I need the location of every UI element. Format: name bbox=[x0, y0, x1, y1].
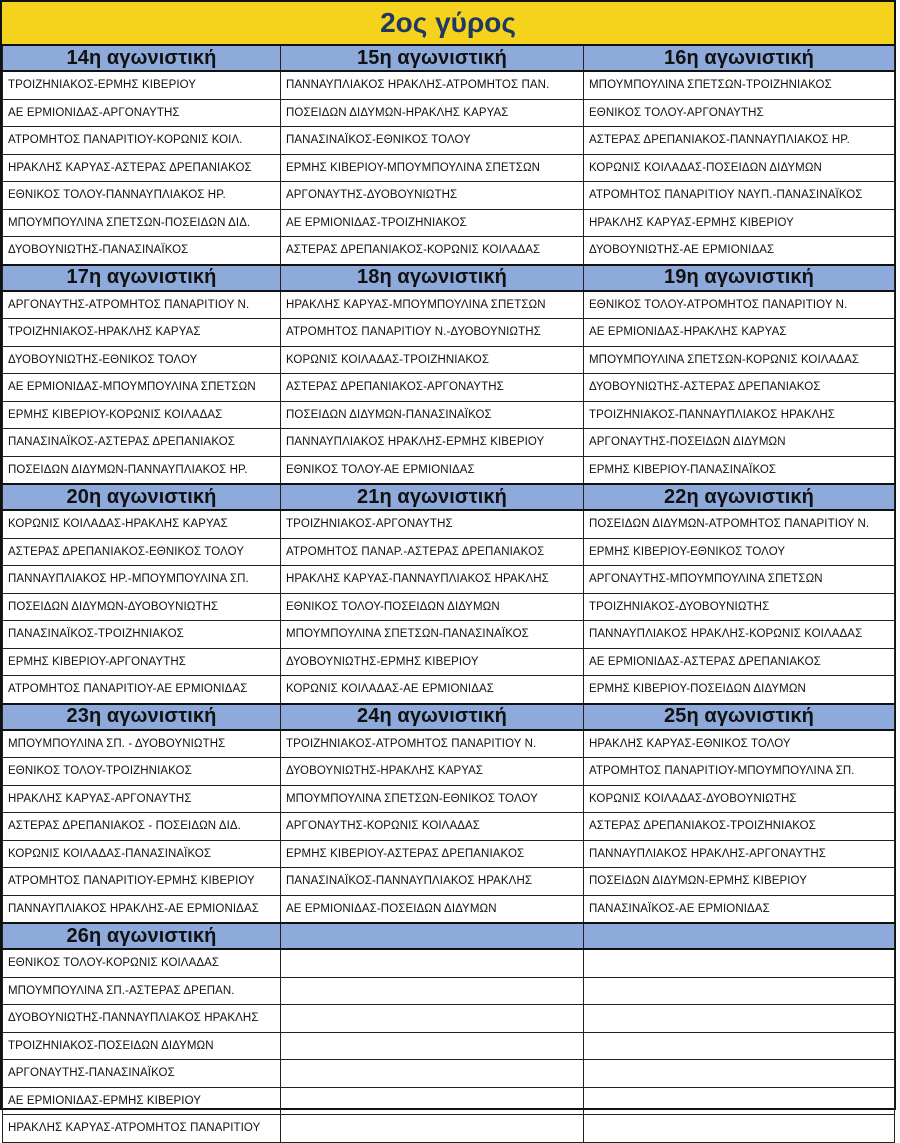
match-cell: ΑΣΤΕΡΑΣ ΔΡΕΠΑΝΙΑΚΟΣ-ΤΡΟΙΖΗΝΙΑΚΟΣ bbox=[584, 813, 895, 841]
match-cell: ΠΑΝΑΣΙΝΑΪΚΟΣ-ΑΣΤΕΡΑΣ ΔΡΕΠΑΝΙΑΚΟΣ bbox=[3, 429, 281, 457]
match-cell: ΕΘΝΙΚΟΣ ΤΟΛΟΥ-ΤΡΟΙΖΗΝΙΑΚΟΣ bbox=[3, 758, 281, 786]
match-cell: ΑΡΓΟΝΑΥΤΗΣ-ΚΟΡΩΝΙΣ ΚΟΙΛΑΔΑΣ bbox=[281, 813, 584, 841]
match-cell: ΔΥΟΒΟΥΝΙΩΤΗΣ-ΠΑΝΝΑΥΠΛΙΑΚΟΣ ΗΡΑΚΛΗΣ bbox=[3, 1005, 281, 1033]
round-header-row bbox=[3, 704, 895, 730]
table-row bbox=[3, 1060, 895, 1088]
match-cell bbox=[584, 1032, 895, 1060]
match-cell: ΑΡΓΟΝΑΥΤΗΣ-ΔΥΟΒΟΥΝΙΩΤΗΣ bbox=[281, 182, 584, 210]
round-header: 23η αγωνιστική bbox=[3, 704, 281, 730]
match-cell: ΤΡΟΙΖΗΝΙΑΚΟΣ-ΕΡΜΗΣ ΚΙΒΕΡΙΟΥ bbox=[3, 71, 281, 99]
match-cell: ΕΡΜΗΣ ΚΙΒΕΡΙΟΥ-ΠΟΣΕΙΔΩΝ ΔΙΔΥΜΩΝ bbox=[584, 676, 895, 704]
match-cell: ΑΣΤΕΡΑΣ ΔΡΕΠΑΝΙΑΚΟΣ-ΕΘΝΙΚΟΣ ΤΟΛΟΥ bbox=[3, 538, 281, 566]
match-cell: ΑΤΡΟΜΗΤΟΣ ΠΑΝΑΡΙΤΙΟΥ-ΕΡΜΗΣ ΚΙΒΕΡΙΟΥ bbox=[3, 868, 281, 896]
match-cell: ΑΣΤΕΡΑΣ ΔΡΕΠΑΝΙΑΚΟΣ-ΚΟΡΩΝΙΣ ΚΟΙΛΑΔΑΣ bbox=[281, 237, 584, 265]
table-row bbox=[3, 154, 895, 182]
table-row bbox=[3, 1115, 895, 1143]
match-cell: ΤΡΟΙΖΗΝΙΑΚΟΣ-ΗΡΑΚΛΗΣ ΚΑΡΥΑΣ bbox=[3, 319, 281, 347]
table-row bbox=[3, 456, 895, 484]
table-row bbox=[3, 593, 895, 621]
match-cell: ΑΤΡΟΜΗΤΟΣ ΠΑΝΑΡΙΤΙΟΥ Ν.-ΔΥΟΒΟΥΝΙΩΤΗΣ bbox=[281, 319, 584, 347]
match-cell: ΕΡΜΗΣ ΚΙΒΕΡΙΟΥ-ΕΘΝΙΚΟΣ ΤΟΛΟΥ bbox=[584, 538, 895, 566]
match-cell: ΗΡΑΚΛΗΣ ΚΑΡΥΑΣ-ΕΡΜΗΣ ΚΙΒΕΡΙΟΥ bbox=[584, 209, 895, 237]
match-cell: ΠΑΝΑΣΙΝΑΪΚΟΣ-ΤΡΟΙΖΗΝΙΑΚΟΣ bbox=[3, 621, 281, 649]
match-cell: ΕΘΝΙΚΟΣ ΤΟΛΟΥ-ΠΟΣΕΙΔΩΝ ΔΙΔΥΜΩΝ bbox=[281, 593, 584, 621]
match-cell: ΕΘΝΙΚΟΣ ΤΟΛΟΥ-ΑΡΓΟΝΑΥΤΗΣ bbox=[584, 99, 895, 127]
table-row bbox=[3, 319, 895, 347]
match-cell: ΗΡΑΚΛΗΣ ΚΑΡΥΑΣ-ΑΤΡΟΜΗΤΟΣ ΠΑΝΑΡΙΤΙΟΥ bbox=[3, 1115, 281, 1143]
table-row bbox=[3, 676, 895, 704]
match-cell: ΑΤΡΟΜΗΤΟΣ ΠΑΝΑΡΙΤΙΟΥ-ΑΕ ΕΡΜΙΟΝΙΔΑΣ bbox=[3, 676, 281, 704]
table-row bbox=[3, 237, 895, 265]
match-cell bbox=[281, 1060, 584, 1088]
table-row bbox=[3, 346, 895, 374]
match-cell bbox=[281, 1115, 584, 1143]
match-cell: ΑΡΓΟΝΑΥΤΗΣ-ΠΟΣΕΙΔΩΝ ΔΙΔΥΜΩΝ bbox=[584, 429, 895, 457]
match-cell: ΑΣΤΕΡΑΣ ΔΡΕΠΑΝΙΑΚΟΣ-ΑΡΓΟΝΑΥΤΗΣ bbox=[281, 374, 584, 402]
match-cell bbox=[584, 949, 895, 977]
table-row bbox=[3, 648, 895, 676]
match-cell: ΔΥΟΒΟΥΝΙΩΤΗΣ-ΑΕ ΕΡΜΙΟΝΙΔΑΣ bbox=[584, 237, 895, 265]
match-cell: ΤΡΟΙΖΗΝΙΑΚΟΣ-ΑΡΓΟΝΑΥΤΗΣ bbox=[281, 510, 584, 538]
table-row bbox=[3, 1032, 895, 1060]
match-cell bbox=[281, 949, 584, 977]
match-cell: ΑΤΡΟΜΗΤΟΣ ΠΑΝΑΡΙΤΙΟΥ ΝΑΥΠ.-ΠΑΝΑΣΙΝΑΪΚΟΣ bbox=[584, 182, 895, 210]
match-cell: ΚΟΡΩΝΙΣ ΚΟΙΛΑΔΑΣ-ΔΥΟΒΟΥΝΙΩΤΗΣ bbox=[584, 785, 895, 813]
round-header: 20η αγωνιστική bbox=[3, 484, 281, 510]
match-cell: ΜΠΟΥΜΠΟΥΛΙΝΑ ΣΠΕΤΣΩΝ-ΚΟΡΩΝΙΣ ΚΟΙΛΑΔΑΣ bbox=[584, 346, 895, 374]
match-cell bbox=[584, 1087, 895, 1115]
match-cell: ΕΘΝΙΚΟΣ ΤΟΛΟΥ-ΠΑΝΝΑΥΠΛΙΑΚΟΣ ΗΡ. bbox=[3, 182, 281, 210]
match-cell: ΔΥΟΒΟΥΝΙΩΤΗΣ-ΕΡΜΗΣ ΚΙΒΕΡΙΟΥ bbox=[281, 648, 584, 676]
round-header bbox=[584, 923, 895, 949]
round-header: 15η αγωνιστική bbox=[281, 46, 584, 71]
match-cell: ΕΡΜΗΣ ΚΙΒΕΡΙΟΥ-ΚΟΡΩΝΙΣ ΚΟΙΛΑΔΑΣ bbox=[3, 401, 281, 429]
match-cell: ΠΑΝΝΑΥΠΛΙΑΚΟΣ ΗΡΑΚΛΗΣ-ΑΤΡΟΜΗΤΟΣ ΠΑΝ. bbox=[281, 71, 584, 99]
match-cell bbox=[281, 1087, 584, 1115]
table-row bbox=[3, 758, 895, 786]
match-cell: ΕΘΝΙΚΟΣ ΤΟΛΟΥ-ΑΤΡΟΜΗΤΟΣ ΠΑΝΑΡΙΤΙΟΥ Ν. bbox=[584, 291, 895, 319]
match-cell: ΑΕ ΕΡΜΙΟΝΙΔΑΣ-ΑΡΓΟΝΑΥΤΗΣ bbox=[3, 99, 281, 127]
table-row bbox=[3, 209, 895, 237]
match-cell: ΚΟΡΩΝΙΣ ΚΟΙΛΑΔΑΣ-ΗΡΑΚΛΗΣ ΚΑΡΥΑΣ bbox=[3, 510, 281, 538]
table-row bbox=[3, 949, 895, 977]
match-cell: ΠΑΝΝΑΥΠΛΙΑΚΟΣ ΗΡΑΚΛΗΣ-ΕΡΜΗΣ ΚΙΒΕΡΙΟΥ bbox=[281, 429, 584, 457]
match-cell: ΕΡΜΗΣ ΚΙΒΕΡΙΟΥ-ΑΣΤΕΡΑΣ ΔΡΕΠΑΝΙΑΚΟΣ bbox=[281, 840, 584, 868]
match-cell bbox=[584, 1115, 895, 1143]
table-row bbox=[3, 401, 895, 429]
match-cell: ΑΕ ΕΡΜΙΟΝΙΔΑΣ-ΕΡΜΗΣ ΚΙΒΕΡΙΟΥ bbox=[3, 1087, 281, 1115]
match-cell: ΜΠΟΥΜΠΟΥΛΙΝΑ ΣΠ. - ΔΥΟΒΟΥΝΙΩΤΗΣ bbox=[3, 730, 281, 758]
match-cell: ΕΡΜΗΣ ΚΙΒΕΡΙΟΥ-ΜΠΟΥΜΠΟΥΛΙΝΑ ΣΠΕΤΣΩΝ bbox=[281, 154, 584, 182]
match-cell: ΤΡΟΙΖΗΝΙΑΚΟΣ-ΔΥΟΒΟΥΝΙΩΤΗΣ bbox=[584, 593, 895, 621]
match-cell: ΗΡΑΚΛΗΣ ΚΑΡΥΑΣ-ΕΘΝΙΚΟΣ ΤΟΛΟΥ bbox=[584, 730, 895, 758]
match-cell: ΠΟΣΕΙΔΩΝ ΔΙΔΥΜΩΝ-ΗΡΑΚΛΗΣ ΚΑΡΥΑΣ bbox=[281, 99, 584, 127]
match-cell: ΤΡΟΙΖΗΝΙΑΚΟΣ-ΠΟΣΕΙΔΩΝ ΔΙΔΥΜΩΝ bbox=[3, 1032, 281, 1060]
match-cell bbox=[584, 977, 895, 1005]
match-cell: ΑΤΡΟΜΗΤΟΣ ΠΑΝΑΡ.-ΑΣΤΕΡΑΣ ΔΡΕΠΑΝΙΑΚΟΣ bbox=[281, 538, 584, 566]
match-cell: ΗΡΑΚΛΗΣ ΚΑΡΥΑΣ-ΠΑΝΝΑΥΠΛΙΑΚΟΣ ΗΡΑΚΛΗΣ bbox=[281, 566, 584, 594]
match-cell: ΗΡΑΚΛΗΣ ΚΑΡΥΑΣ-ΑΡΓΟΝΑΥΤΗΣ bbox=[3, 785, 281, 813]
table-row bbox=[3, 71, 895, 99]
match-cell: ΔΥΟΒΟΥΝΙΩΤΗΣ-ΗΡΑΚΛΗΣ ΚΑΡΥΑΣ bbox=[281, 758, 584, 786]
match-cell: ΚΟΡΩΝΙΣ ΚΟΙΛΑΔΑΣ-ΑΕ ΕΡΜΙΟΝΙΔΑΣ bbox=[281, 676, 584, 704]
round-header: 17η αγωνιστική bbox=[3, 265, 281, 291]
match-cell: ΔΥΟΒΟΥΝΙΩΤΗΣ-ΕΘΝΙΚΟΣ ΤΟΛΟΥ bbox=[3, 346, 281, 374]
match-cell: ΤΡΟΙΖΗΝΙΑΚΟΣ-ΑΤΡΟΜΗΤΟΣ ΠΑΝΑΡΙΤΙΟΥ Ν. bbox=[281, 730, 584, 758]
match-cell bbox=[281, 1005, 584, 1033]
match-cell: ΑΡΓΟΝΑΥΤΗΣ-ΜΠΟΥΜΠΟΥΛΙΝΑ ΣΠΕΤΣΩΝ bbox=[584, 566, 895, 594]
round-header: 25η αγωνιστική bbox=[584, 704, 895, 730]
round-header: 16η αγωνιστική bbox=[584, 46, 895, 71]
match-cell: ΠΑΝΑΣΙΝΑΪΚΟΣ-ΠΑΝΝΑΥΠΛΙΑΚΟΣ ΗΡΑΚΛΗΣ bbox=[281, 868, 584, 896]
match-cell bbox=[281, 1032, 584, 1060]
round-header: 18η αγωνιστική bbox=[281, 265, 584, 291]
match-cell: ΠΑΝΝΑΥΠΛΙΑΚΟΣ ΗΡ.-ΜΠΟΥΜΠΟΥΛΙΝΑ ΣΠ. bbox=[3, 566, 281, 594]
table-row bbox=[3, 1005, 895, 1033]
table-row bbox=[3, 977, 895, 1005]
match-cell: ΚΟΡΩΝΙΣ ΚΟΙΛΑΔΑΣ-ΠΟΣΕΙΔΩΝ ΔΙΔΥΜΩΝ bbox=[584, 154, 895, 182]
match-cell: ΕΡΜΗΣ ΚΙΒΕΡΙΟΥ-ΠΑΝΑΣΙΝΑΪΚΟΣ bbox=[584, 456, 895, 484]
table-row bbox=[3, 538, 895, 566]
round-header-row bbox=[3, 923, 895, 949]
match-cell: ΠΑΝΝΑΥΠΛΙΑΚΟΣ ΗΡΑΚΛΗΣ-ΑΡΓΟΝΑΥΤΗΣ bbox=[584, 840, 895, 868]
match-cell: ΑΕ ΕΡΜΙΟΝΙΔΑΣ-ΤΡΟΙΖΗΝΙΑΚΟΣ bbox=[281, 209, 584, 237]
match-cell: ΠΑΝΑΣΙΝΑΪΚΟΣ-ΕΘΝΙΚΟΣ ΤΟΛΟΥ bbox=[281, 127, 584, 155]
table-row bbox=[3, 868, 895, 896]
table-row bbox=[3, 895, 895, 923]
round-header: 14η αγωνιστική bbox=[3, 46, 281, 71]
match-cell: ΜΠΟΥΜΠΟΥΛΙΝΑ ΣΠΕΤΣΩΝ-ΕΘΝΙΚΟΣ ΤΟΛΟΥ bbox=[281, 785, 584, 813]
table-row bbox=[3, 510, 895, 538]
round-header-row bbox=[3, 265, 895, 291]
match-cell bbox=[281, 977, 584, 1005]
match-cell: ΔΥΟΒΟΥΝΙΩΤΗΣ-ΠΑΝΑΣΙΝΑΪΚΟΣ bbox=[3, 237, 281, 265]
match-cell: ΠΑΝΑΣΙΝΑΪΚΟΣ-ΑΕ ΕΡΜΙΟΝΙΔΑΣ bbox=[584, 895, 895, 923]
table-row bbox=[3, 813, 895, 841]
match-cell: ΜΠΟΥΜΠΟΥΛΙΝΑ ΣΠΕΤΣΩΝ-ΤΡΟΙΖΗΝΙΑΚΟΣ bbox=[584, 71, 895, 99]
match-cell: ΕΡΜΗΣ ΚΙΒΕΡΙΟΥ-ΑΡΓΟΝΑΥΤΗΣ bbox=[3, 648, 281, 676]
match-cell: ΑΡΓΟΝΑΥΤΗΣ-ΑΤΡΟΜΗΤΟΣ ΠΑΝΑΡΙΤΙΟΥ Ν. bbox=[3, 291, 281, 319]
match-cell: ΜΠΟΥΜΠΟΥΛΙΝΑ ΣΠΕΤΣΩΝ-ΠΟΣΕΙΔΩΝ ΔΙΔ. bbox=[3, 209, 281, 237]
match-cell: ΠΟΣΕΙΔΩΝ ΔΙΔΥΜΩΝ-ΕΡΜΗΣ ΚΙΒΕΡΙΟΥ bbox=[584, 868, 895, 896]
match-cell: ΔΥΟΒΟΥΝΙΩΤΗΣ-ΑΣΤΕΡΑΣ ΔΡΕΠΑΝΙΑΚΟΣ bbox=[584, 374, 895, 402]
match-cell: ΠΟΣΕΙΔΩΝ ΔΙΔΥΜΩΝ-ΠΑΝΑΣΙΝΑΪΚΟΣ bbox=[281, 401, 584, 429]
round-header: 22η αγωνιστική bbox=[584, 484, 895, 510]
match-cell bbox=[584, 1005, 895, 1033]
table-row bbox=[3, 291, 895, 319]
match-cell: ΜΠΟΥΜΠΟΥΛΙΝΑ ΣΠΕΤΣΩΝ-ΠΑΝΑΣΙΝΑΪΚΟΣ bbox=[281, 621, 584, 649]
match-cell: ΤΡΟΙΖΗΝΙΑΚΟΣ-ΠΑΝΝΑΥΠΛΙΑΚΟΣ ΗΡΑΚΛΗΣ bbox=[584, 401, 895, 429]
match-cell: ΑΕ ΕΡΜΙΟΝΙΔΑΣ-ΑΣΤΕΡΑΣ ΔΡΕΠΑΝΙΑΚΟΣ bbox=[584, 648, 895, 676]
match-cell: ΑΕ ΕΡΜΙΟΝΙΔΑΣ-ΠΟΣΕΙΔΩΝ ΔΙΔΥΜΩΝ bbox=[281, 895, 584, 923]
table-row bbox=[3, 840, 895, 868]
match-cell: ΑΕ ΕΡΜΙΟΝΙΔΑΣ-ΗΡΑΚΛΗΣ ΚΑΡΥΑΣ bbox=[584, 319, 895, 347]
table-row bbox=[3, 621, 895, 649]
table-row bbox=[3, 429, 895, 457]
match-cell: ΑΡΓΟΝΑΥΤΗΣ-ΠΑΝΑΣΙΝΑΪΚΟΣ bbox=[3, 1060, 281, 1088]
match-cell: ΠΑΝΝΑΥΠΛΙΑΚΟΣ ΗΡΑΚΛΗΣ-ΑΕ ΕΡΜΙΟΝΙΔΑΣ bbox=[3, 895, 281, 923]
table-row bbox=[3, 1087, 895, 1115]
match-cell: ΗΡΑΚΛΗΣ ΚΑΡΥΑΣ-ΑΣΤΕΡΑΣ ΔΡΕΠΑΝΙΑΚΟΣ bbox=[3, 154, 281, 182]
match-cell: ΠΟΣΕΙΔΩΝ ΔΙΔΥΜΩΝ-ΑΤΡΟΜΗΤΟΣ ΠΑΝΑΡΙΤΙΟΥ Ν. bbox=[584, 510, 895, 538]
table-row bbox=[3, 182, 895, 210]
match-cell: ΕΘΝΙΚΟΣ ΤΟΛΟΥ-ΑΕ ΕΡΜΙΟΝΙΔΑΣ bbox=[281, 456, 584, 484]
match-cell: ΜΠΟΥΜΠΟΥΛΙΝΑ ΣΠ.-ΑΣΤΕΡΑΣ ΔΡΕΠΑΝ. bbox=[3, 977, 281, 1005]
table-row bbox=[3, 730, 895, 758]
round-header: 26η αγωνιστική bbox=[3, 923, 281, 949]
match-cell: ΠΑΝΝΑΥΠΛΙΑΚΟΣ ΗΡΑΚΛΗΣ-ΚΟΡΩΝΙΣ ΚΟΙΛΑΔΑΣ bbox=[584, 621, 895, 649]
round-header-row bbox=[3, 484, 895, 510]
table-row bbox=[3, 566, 895, 594]
round-header-row bbox=[3, 46, 895, 71]
match-cell bbox=[584, 1060, 895, 1088]
match-cell: ΚΟΡΩΝΙΣ ΚΟΙΛΑΔΑΣ-ΠΑΝΑΣΙΝΑΪΚΟΣ bbox=[3, 840, 281, 868]
table-row bbox=[3, 374, 895, 402]
match-cell: ΑΣΤΕΡΑΣ ΔΡΕΠΑΝΙΑΚΟΣ-ΠΑΝΝΑΥΠΛΙΑΚΟΣ ΗΡ. bbox=[584, 127, 895, 155]
round-header: 19η αγωνιστική bbox=[584, 265, 895, 291]
match-cell: ΑΣΤΕΡΑΣ ΔΡΕΠΑΝΙΑΚΟΣ - ΠΟΣΕΙΔΩΝ ΔΙΔ. bbox=[3, 813, 281, 841]
round-header: 21η αγωνιστική bbox=[281, 484, 584, 510]
match-cell: ΑΤΡΟΜΗΤΟΣ ΠΑΝΑΡΙΤΙΟΥ-ΚΟΡΩΝΙΣ ΚΟΙΛ. bbox=[3, 127, 281, 155]
match-cell: ΚΟΡΩΝΙΣ ΚΟΙΛΑΔΑΣ-ΤΡΟΙΖΗΝΙΑΚΟΣ bbox=[281, 346, 584, 374]
match-cell: ΑΤΡΟΜΗΤΟΣ ΠΑΝΑΡΙΤΙΟΥ-ΜΠΟΥΜΠΟΥΛΙΝΑ ΣΠ. bbox=[584, 758, 895, 786]
match-cell: ΕΘΝΙΚΟΣ ΤΟΛΟΥ-ΚΟΡΩΝΙΣ ΚΟΙΛΑΔΑΣ bbox=[3, 949, 281, 977]
table-row bbox=[3, 785, 895, 813]
round-header: 24η αγωνιστική bbox=[281, 704, 584, 730]
round-header bbox=[281, 923, 584, 949]
match-cell: ΑΕ ΕΡΜΙΟΝΙΔΑΣ-ΜΠΟΥΜΠΟΥΛΙΝΑ ΣΠΕΤΣΩΝ bbox=[3, 374, 281, 402]
match-cell: ΠΟΣΕΙΔΩΝ ΔΙΔΥΜΩΝ-ΔΥΟΒΟΥΝΙΩΤΗΣ bbox=[3, 593, 281, 621]
table-row bbox=[3, 99, 895, 127]
match-cell: ΗΡΑΚΛΗΣ ΚΑΡΥΑΣ-ΜΠΟΥΜΠΟΥΛΙΝΑ ΣΠΕΤΣΩΝ bbox=[281, 291, 584, 319]
table-row bbox=[3, 127, 895, 155]
page-title: 2ος γύρος bbox=[2, 2, 894, 46]
match-cell: ΠΟΣΕΙΔΩΝ ΔΙΔΥΜΩΝ-ΠΑΝΝΑΥΠΛΙΑΚΟΣ ΗΡ. bbox=[3, 456, 281, 484]
fixtures-table bbox=[2, 46, 895, 1143]
